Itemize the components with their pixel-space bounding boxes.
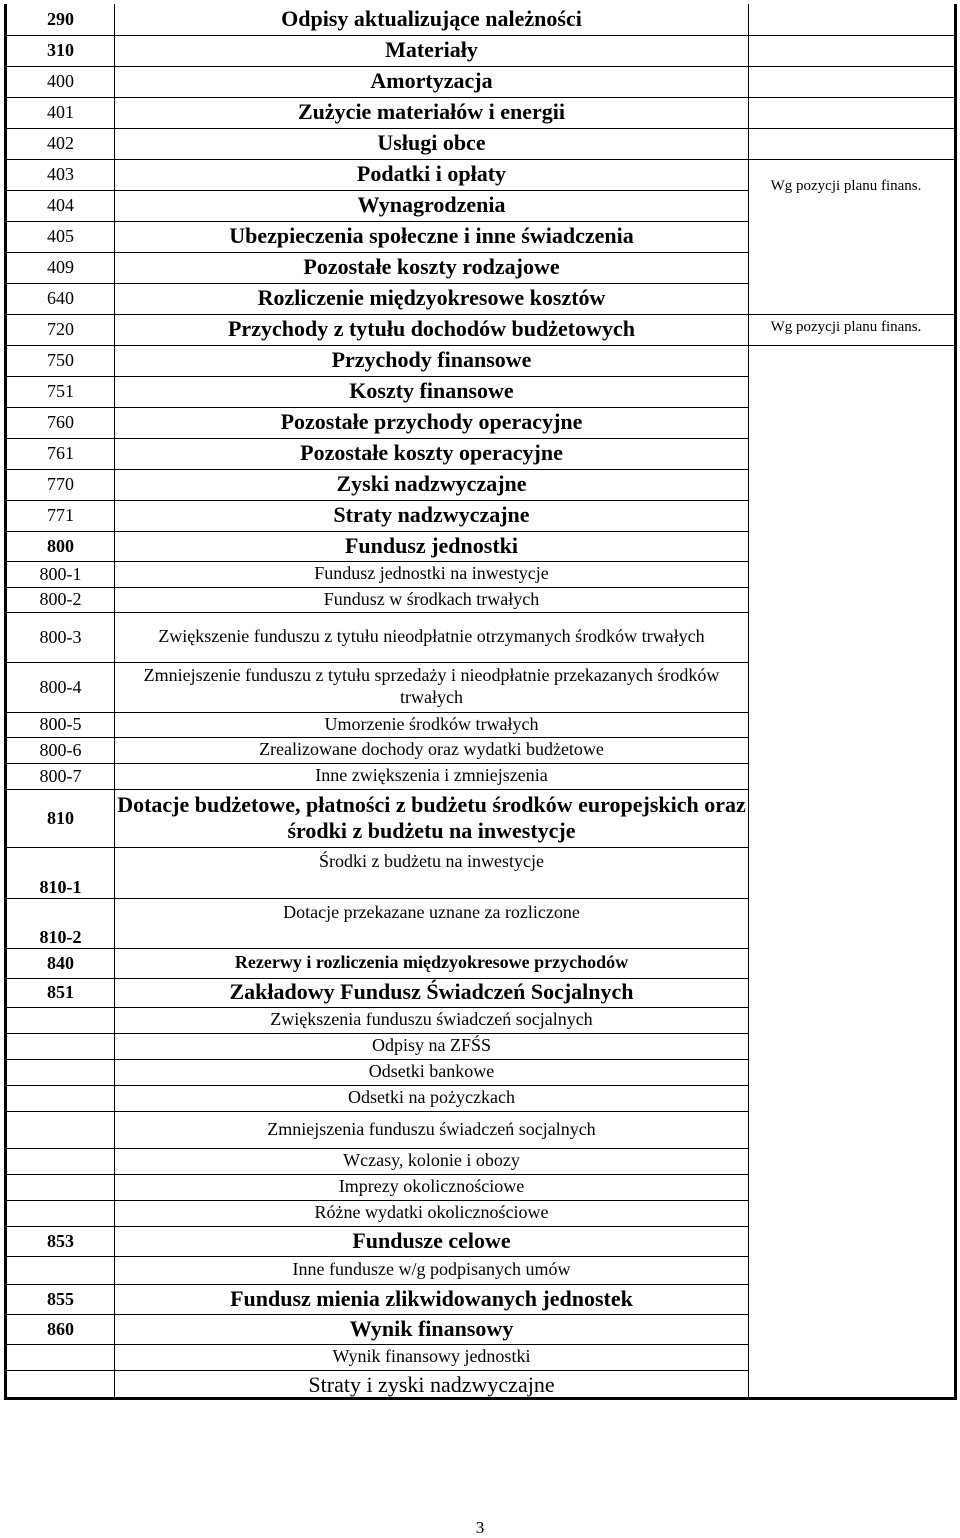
account-number: 409 [47,257,74,277]
account-description: Straty i zyski nadzwyczajne [308,1371,555,1397]
account-number [7,1111,114,1148]
account-number: 310 [47,40,74,60]
table-row [7,376,954,407]
account-number: 290 [47,9,74,29]
account-description: Fundusz w środkach trwałych [323,588,540,609]
account-number: 770 [47,474,74,494]
account-description: Zakładowy Fundusz Świadczeń Socjalnych [229,979,634,1005]
account-description: Inne fundusze w/g podpisanych umów [292,1259,571,1280]
account-description: Odsetki na pożyczkach [348,1087,515,1108]
account-number: 860 [47,1318,74,1339]
account-description: Wynagrodzenia [357,192,506,218]
table-row [7,1200,954,1226]
account-number [7,1256,114,1284]
account-description: Odpisy na ZFŚS [371,1035,492,1056]
account-number: 810 [47,807,74,828]
table-row [7,612,954,662]
plan-note: Wg pozycji planu finans. [770,319,922,335]
account-description: Zyski nadzwyczajne [336,471,527,497]
table-row [7,1256,954,1284]
table-row [7,978,954,1007]
table-row [7,1370,954,1400]
account-number: 404 [47,195,74,215]
account-description: Przychody z tytułu dochodów budżetowych [227,316,635,342]
account-number: 405 [47,226,74,246]
table-row [7,407,954,438]
account-description: Środki z budżetu na inwestycje [319,851,544,871]
table-row [7,1059,954,1085]
account-description: Inne zwiększenia i zmniejszenia [315,765,548,786]
table-row [7,1226,954,1256]
table-row [7,1085,954,1111]
account-number: 800-2 [39,589,82,609]
account-number [7,1174,114,1200]
account-number: 800-3 [39,626,82,647]
account-number: 810-2 [39,927,82,947]
account-number: 400 [47,71,74,91]
account-description: Odsetki bankowe [368,1061,495,1082]
account-description: Umorzenie środków trwałych [324,713,539,734]
table-row [7,35,954,67]
account-number [7,1148,114,1174]
account-description: Przychody finansowe [331,347,532,373]
account-number: 840 [47,952,74,973]
account-description: Amortyzacja [370,68,493,94]
account-number: 800-6 [39,739,82,760]
table-row [7,1033,954,1059]
account-description: Materiały [385,37,478,63]
table-row [7,561,954,587]
account-number: 800-5 [39,714,82,734]
table-row [7,500,954,531]
account-number: 855 [47,1288,74,1309]
account-number: 403 [47,164,74,184]
account-description: Dotacje budżetowe, płatności z budżetu środków europejskich oraz środki z budżetu na inwestycje [117,791,746,843]
account-description: Różne wydatki okolicznościowe [314,1202,549,1223]
account-number: 750 [47,350,74,370]
table-row [7,1284,954,1314]
account-description: Wynik finansowy [349,1315,514,1341]
account-description: Zmniejszenie funduszu z tytułu sprzedaży i nieodpłatnie przekazanych środków trwałych [143,665,720,707]
account-number [7,1085,114,1111]
table-row [7,531,954,561]
table-row [7,1314,954,1344]
account-description: Zrealizowane dochody oraz wydatki budżetowe [259,739,604,760]
account-description: Zwiększenie funduszu z tytułu nieodpłatnie otrzymanych środków trwałych [158,626,705,647]
table-row [7,712,954,737]
table-row [7,587,954,612]
account-description: Ubezpieczenia społeczne i inne świadczenia [229,223,634,249]
account-description: Fundusz jednostki na inwestycje [314,563,549,584]
account-description: Podatki i opłaty [356,161,507,187]
table-row [7,128,954,160]
account-number: 640 [47,288,74,308]
table-row [7,1148,954,1174]
account-number: 853 [47,1230,74,1251]
table-row [7,847,954,898]
account-description: Zmniejszenia funduszu świadczeń socjalnych [267,1118,596,1139]
account-description: Zużycie materiałów i energii [298,99,565,125]
table-row [7,252,954,283]
account-number: 800 [47,535,74,556]
account-number [7,1200,114,1226]
account-description: Usługi obce [377,130,486,156]
account-number [7,1370,114,1400]
account-description: Wynik finansowy jednostki [332,1346,531,1367]
plan-note: Wg pozycji planu finans. [770,178,922,194]
table-row [7,283,954,315]
account-description: Pozostałe koszty operacyjne [300,440,563,466]
account-number: 401 [47,102,74,122]
account-description: Rozliczenie międzyokresowe kosztów [257,285,606,311]
table-row [7,469,954,500]
account-number: 771 [47,505,74,525]
table-row [7,1111,954,1148]
table-row [7,345,954,376]
account-description: Dotacje przekazane uznane za rozliczone [283,902,580,922]
table-row [7,763,954,789]
account-description: Odpisy aktualizujące należności [281,6,582,32]
account-number: 800-4 [39,676,82,697]
account-number: 851 [47,982,74,1002]
account-number [7,1059,114,1085]
table-row [7,438,954,469]
table-row [7,737,954,763]
account-number [7,1033,114,1059]
account-description: Rezerwy i rozliczenia międzyokresowe przychodów [234,952,629,973]
account-number: 800-1 [39,563,82,584]
account-description: Koszty finansowe [349,378,514,404]
table-row [7,97,954,129]
page-number: 3 [475,1518,485,1537]
account-number: 751 [47,381,74,401]
account-number: 760 [47,412,74,432]
account-number: 761 [47,443,74,463]
table-row [7,948,954,978]
table-row [7,1007,954,1033]
table-row [7,66,954,98]
account-description: Pozostałe przychody operacyjne [280,409,583,435]
account-description: Wczasy, kolonie i obozy [343,1150,520,1171]
account-description: Imprezy okolicznościowe [338,1176,525,1197]
accounts-table [4,4,957,1400]
account-number: 810-1 [39,877,82,897]
account-number: 800-7 [39,765,82,786]
account-description: Fundusz mienia zlikwidowanych jednostek [230,1285,633,1311]
table-row [7,1344,954,1370]
account-description: Zwiększenia funduszu świadczeń socjalnych [270,1009,593,1030]
account-number [7,1344,114,1370]
account-description: Fundusze celowe [352,1227,511,1253]
table-row [7,4,954,36]
table-row [7,898,954,948]
account-number: 402 [47,133,74,153]
account-description: Pozostałe koszty rodzajowe [303,254,560,280]
account-number [7,1007,114,1033]
account-description: Straty nadzwyczajne [333,502,530,528]
table-row [7,662,954,712]
account-description: Fundusz jednostki [344,532,518,558]
table-row [7,1174,954,1200]
account-number: 720 [47,319,74,339]
table-row [7,789,954,847]
table-row [7,221,954,252]
